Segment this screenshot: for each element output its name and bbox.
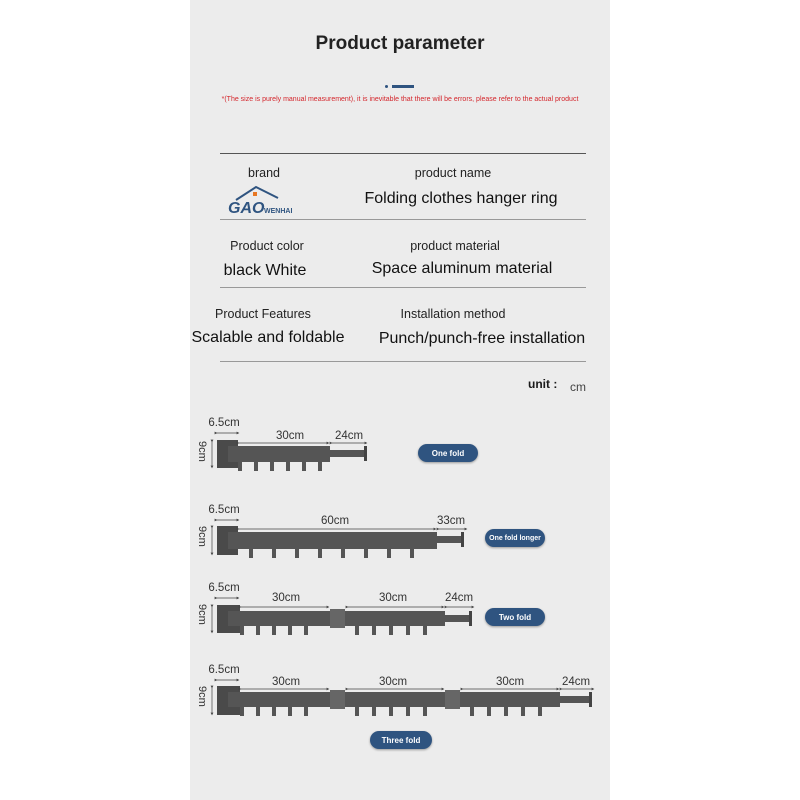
segment-length-label: 30cm <box>378 592 408 604</box>
height-label: 9cm <box>196 441 208 462</box>
diagram-two-fold <box>212 598 473 635</box>
extension-length-label: 24cm <box>444 592 474 604</box>
segment-length-label: 30cm <box>378 676 408 688</box>
badge-three-fold: Three fold <box>370 731 432 749</box>
segment-length-label: 30cm <box>271 676 301 688</box>
product-features-value: Scalable and foldable <box>191 329 345 346</box>
unit-label: unit : <box>528 377 558 391</box>
product-name-value: Folding clothes hanger ring <box>364 190 558 207</box>
product-material-label: product material <box>410 239 500 253</box>
segment-length-label: 60cm <box>320 515 350 527</box>
extension-length-label: 24cm <box>561 676 591 688</box>
page-title: Product parameter <box>315 33 485 54</box>
measurement-note: *(The size is purely manual measurement), it is inevitable that there will be errors, please refer to the actual product <box>221 96 579 103</box>
badge-one-fold: One fold <box>418 444 478 462</box>
svg-text:GAO: GAO <box>228 200 265 216</box>
mount-width-label: 6.5cm <box>208 504 240 516</box>
product-material-value: Space aluminum material <box>371 260 553 277</box>
product-name-label: product name <box>414 166 492 180</box>
extension-length-label: 33cm <box>436 515 466 527</box>
unit-value: cm <box>570 380 586 394</box>
height-label: 9cm <box>196 526 208 547</box>
segment-length-label: 30cm <box>275 430 305 442</box>
extension-length-label: 24cm <box>334 430 364 442</box>
installation-method-value: Punch/punch-free installation <box>378 330 586 347</box>
product-color-value: black White <box>223 262 307 279</box>
height-label: 9cm <box>196 604 208 625</box>
badge-one-fold-longer: One fold longer <box>485 529 545 547</box>
svg-text:WENHAI: WENHAI <box>264 208 293 215</box>
segment-length-label: 30cm <box>495 676 525 688</box>
segment-length-label: 30cm <box>271 592 301 604</box>
product-color-label: Product color <box>230 239 304 253</box>
mount-width-label: 6.5cm <box>208 664 240 676</box>
badge-two-fold: Two fold <box>485 608 545 626</box>
product-features-label: Product Features <box>215 307 311 321</box>
mount-width-label: 6.5cm <box>208 417 240 429</box>
height-label: 9cm <box>196 686 208 707</box>
brand-label: brand <box>248 166 280 180</box>
installation-method-label: Installation method <box>400 307 506 321</box>
mount-width-label: 6.5cm <box>208 582 240 594</box>
